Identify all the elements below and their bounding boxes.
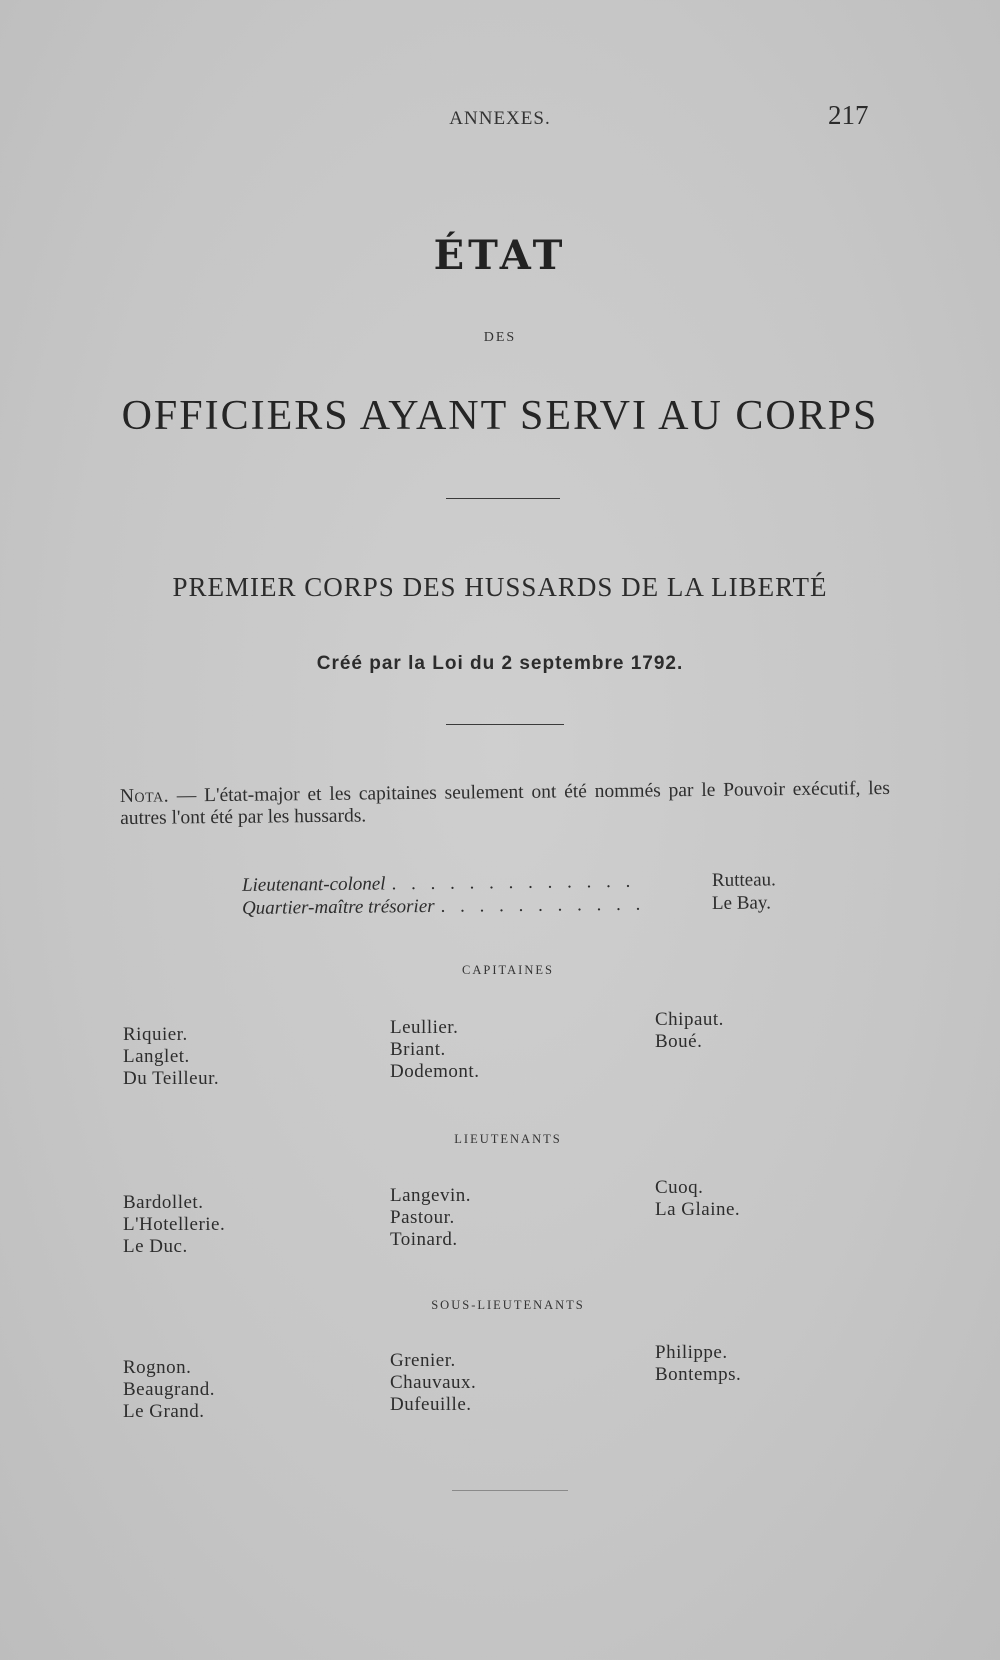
name-column xyxy=(655,1177,740,1221)
section-heading-capitaines: CAPITAINES xyxy=(462,963,554,977)
staff-role: Lieutenant-colonel xyxy=(241,873,386,896)
dot-leader: . . . . . . . . . . . xyxy=(440,893,646,917)
divider-rule xyxy=(446,724,564,725)
officer-name: Langlet. xyxy=(123,1046,190,1067)
page-number: 217 xyxy=(828,100,869,130)
officer-name: Chipaut. xyxy=(655,1009,724,1030)
officer-name: Beaugrand. xyxy=(123,1379,216,1400)
dot-leader: . . . . . . . . . . . . . xyxy=(391,870,636,895)
officer-name: Philippe. xyxy=(655,1342,728,1363)
officer-name: La Glaine. xyxy=(655,1199,741,1220)
officer-name: Le Grand. xyxy=(123,1401,205,1422)
officer-name: Rognon. xyxy=(123,1357,192,1378)
title-etat: ÉTAT xyxy=(433,232,567,279)
divider-rule xyxy=(446,498,560,499)
name-column xyxy=(123,1024,219,1090)
officer-name: Briant. xyxy=(390,1039,446,1060)
staff-row xyxy=(242,892,802,920)
officer-name: L'Hotellerie. xyxy=(123,1214,226,1235)
nota-text: — L'état-major et les capitaines seulement ont été nommés par le Pouvoir exécutif, les autres l'ont été par les hussards. xyxy=(120,777,890,830)
officer-name: Pastour. xyxy=(390,1207,455,1228)
name-column xyxy=(655,1009,724,1053)
staff-role: Quartier-maître trésorier xyxy=(241,895,435,919)
title-des: DES xyxy=(483,330,517,345)
name-column xyxy=(390,1017,479,1083)
officer-name: Le Duc. xyxy=(123,1236,188,1257)
officer-name: Dodemont. xyxy=(390,1061,480,1082)
subtitle: PREMIER CORPS DES HUSSARDS DE LA LIBERTÉ xyxy=(172,572,828,602)
name-column xyxy=(123,1357,215,1423)
officer-name: Langevin. xyxy=(390,1185,472,1206)
officer-name: Grenier. xyxy=(390,1350,456,1371)
section-heading-lieutenants: LIEUTENANTS xyxy=(454,1132,562,1146)
officer-name: Cuoq. xyxy=(655,1177,704,1198)
officer-name: Leullier. xyxy=(390,1017,459,1038)
section-heading-sous-lieutenants: SOUS-LIEUTENANTS xyxy=(431,1298,585,1312)
name-column xyxy=(123,1192,225,1258)
staff-name: Le Bay. xyxy=(711,892,772,915)
officer-name: Du Teilleur. xyxy=(123,1068,220,1089)
name-column xyxy=(655,1342,741,1386)
officer-name: Riquier. xyxy=(123,1024,188,1045)
page-title: OFFICIERS AYANT SERVI AU CORPS xyxy=(121,393,879,439)
divider-rule xyxy=(452,1490,568,1491)
running-head: ANNEXES. xyxy=(449,108,551,129)
creation-note: Créé par la Loi du 2 septembre 1792. xyxy=(316,653,684,674)
officer-name: Toinard. xyxy=(390,1229,458,1250)
officer-name: Bontemps. xyxy=(655,1364,742,1385)
nota-paragraph xyxy=(120,778,890,830)
officer-name: Dufeuille. xyxy=(390,1394,472,1415)
officer-name: Boué. xyxy=(655,1031,703,1052)
officer-name: Bardollet. xyxy=(123,1192,204,1213)
nota-label: Nota. xyxy=(119,785,170,808)
name-column xyxy=(390,1350,476,1416)
staff-name: Rutteau. xyxy=(711,869,776,892)
name-column xyxy=(390,1185,471,1251)
officer-name: Chauvaux. xyxy=(390,1372,477,1393)
